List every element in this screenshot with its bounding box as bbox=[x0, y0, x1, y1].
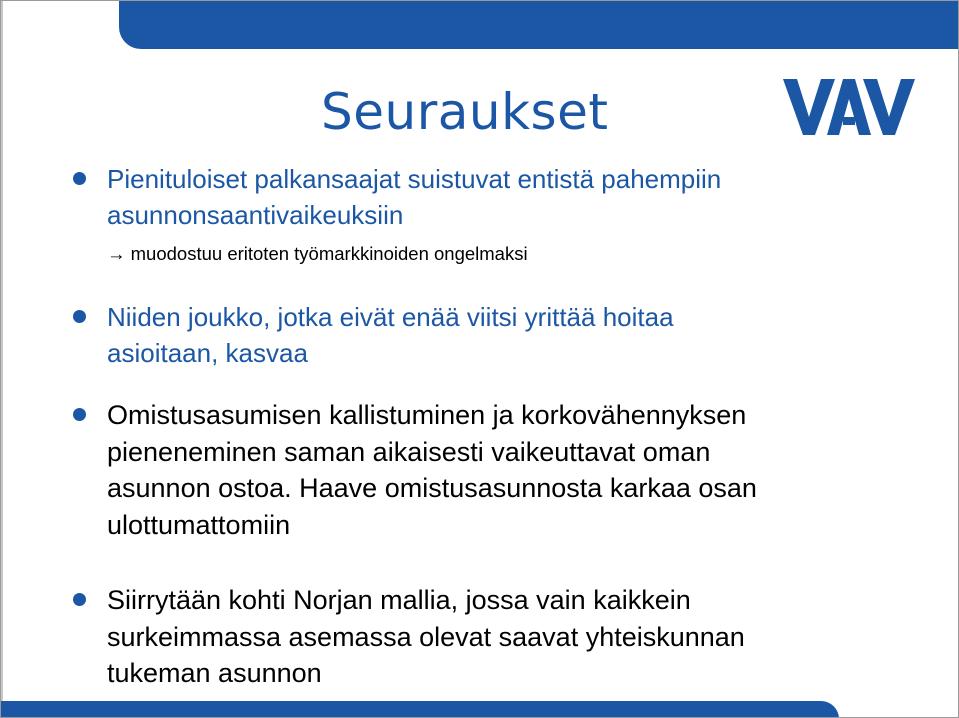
bullet-2-text bbox=[107, 299, 674, 371]
bullet-4-line-2: surkeimmassa asemassa olevat saavat yhteiskunnan bbox=[107, 621, 745, 652]
bullet-4-text bbox=[107, 582, 745, 692]
bullet-3-line-4: ulottumattomiin bbox=[107, 509, 291, 540]
arrow-right-icon: → bbox=[107, 243, 126, 264]
bullet-dot-icon bbox=[73, 408, 86, 421]
bullet-3-line-2: pieneneminen saman aikaisesti vaikeuttavat oman bbox=[107, 436, 711, 467]
sub-point-text: muodostuu eritoten työmarkkinoiden ongelmaksi bbox=[130, 243, 528, 264]
top-decor-band bbox=[119, 1, 959, 49]
bullet-3-line-3: asunnon ostoa. Haave omistusasunnosta karkaa osan bbox=[107, 473, 757, 503]
slide-title: Seuraukset bbox=[321, 83, 609, 141]
bullet-dot-icon bbox=[73, 310, 86, 323]
bullet-3-line-1: Omistusasumisen kallistuminen ja korkovähennyksen bbox=[107, 400, 747, 430]
bottom-decor-band bbox=[1, 701, 839, 718]
bullet-4-line-1: Siirrytään kohti Norjan mallia, jossa vain kaikkein bbox=[107, 585, 691, 615]
bullet-1-line-1: Pienituloiset palkansaajat suistuvat entistä pahempiin bbox=[107, 164, 722, 194]
bullet-2-line-2: asioitaan, kasvaa bbox=[107, 338, 308, 368]
bullet-2-line-1: Niiden joukko, jotka eivät enää viitsi yrittää hoitaa bbox=[107, 302, 674, 332]
sub-point bbox=[107, 241, 528, 267]
bullet-1-text bbox=[107, 161, 721, 233]
left-decor-band bbox=[1, 1, 3, 717]
bullet-1-line-2: asunnonsaantivaikeuksiin bbox=[107, 200, 404, 230]
bullet-dot-icon bbox=[73, 172, 86, 185]
bullet-3-text bbox=[107, 397, 757, 543]
bullet-dot-icon bbox=[73, 593, 86, 606]
vav-logo-icon bbox=[783, 77, 915, 137]
bullet-4-line-3: tukeman asunnon bbox=[107, 658, 322, 688]
